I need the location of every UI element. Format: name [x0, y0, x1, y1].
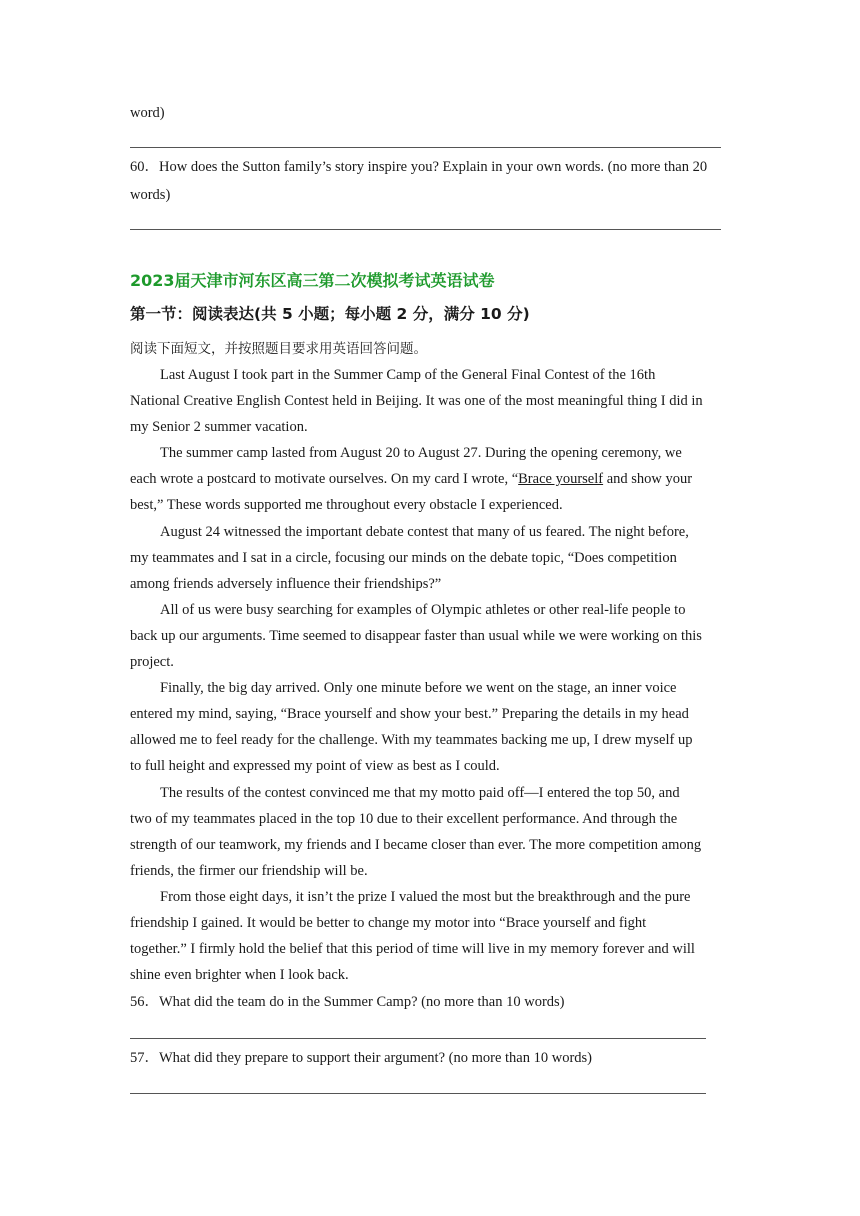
underlined-phrase: Brace yourself: [518, 471, 604, 488]
passage-line: two of my teammates placed in the top 10 due to their excellent performance. And through the: [130, 810, 678, 827]
passage-line: August 24 witnessed the important debate contest that many of us feared. The night before,: [160, 523, 689, 540]
passage-line: From those eight days, it isn’t the prize I valued the most but the breakthrough and the pure: [160, 888, 691, 905]
answer-line[interactable]: [130, 147, 721, 148]
question-60-line1: 60．How does the Sutton family’s story inspire you? Explain in your own words. (no more than 20: [130, 159, 708, 175]
passage-line: each wrote a postcard to motivate ourselves. On my card I wrote, “Brace yourself and show your: [130, 471, 693, 488]
passage-line: back up our arguments. Time seemed to disappear faster than usual while we were working on this: [130, 627, 702, 644]
passage-line: Last August I took part in the Summer Camp of the General Final Contest of the 16th: [160, 367, 656, 383]
passage-line: among friends adversely influence their friendships?”: [130, 575, 442, 592]
passage-line: allowed me to feel ready for the challenge. With my teammates backing me up, I drew myself up: [130, 732, 693, 749]
question-56: 56．What did the team do in the Summer Camp? (no more than 10 words): [130, 994, 565, 1010]
answer-line[interactable]: [130, 1093, 706, 1094]
passage-line: strength of our teamwork, my friends and I became closer than ever. The more competition among: [130, 836, 702, 853]
instructions: 阅读下面短文，并按照题目要求用英语回答问题。: [130, 341, 427, 357]
passage: [130, 362, 730, 988]
passage-line: my Senior 2 summer vacation.: [130, 419, 308, 436]
passage-line: my teammates and I sat in a circle, focusing our minds on the debate topic, “Does competition: [130, 549, 677, 566]
exam-title: 2023届天津市河东区高三第二次模拟考试英语试卷: [130, 271, 495, 290]
passage-line: together.” I firmly hold the belief that this period of time will live in my memory forever and will: [130, 941, 695, 958]
passage-line: All of us were busy searching for examples of Olympic athletes or other real-life people to: [160, 601, 686, 618]
passage-line: entered my mind, saying, “Brace yourself and show your best.” Preparing the details in my head: [130, 706, 689, 723]
passage-line: to full height and expressed my point of view as best as I could.: [130, 758, 500, 775]
passage-line: Finally, the big day arrived. Only one minute before we went on the stage, an inner voice: [160, 680, 677, 697]
passage-line: The results of the contest convinced me that my motto paid off—I entered the top 50, and: [160, 784, 680, 801]
section-heading: 第一节：阅读表达(共 5 小题；每小题 2 分，满分 10 分): [130, 305, 530, 323]
passage-line: friends, the firmer our friendship will be.: [130, 862, 368, 879]
passage-line: shine even brighter when I look back.: [130, 967, 349, 984]
passage-line: best,” These words supported me throughout every obstacle I experienced.: [130, 497, 563, 514]
passage-line: National Creative English Contest held in Beijing. It was one of the most meaningful thing I did in: [130, 393, 703, 410]
passage-line: The summer camp lasted from August 20 to August 27. During the opening ceremony, we: [160, 445, 682, 462]
answer-line[interactable]: [130, 1038, 706, 1039]
prev-question-tail: word): [130, 105, 165, 121]
answer-line[interactable]: [130, 229, 721, 230]
question-60-line2: words): [130, 187, 171, 203]
question-57: 57．What did they prepare to support their argument? (no more than 10 words): [130, 1050, 592, 1066]
passage-line: friendship I gained. It would be better to change my motor into “Brace yourself and fight: [130, 914, 647, 931]
passage-line: project.: [130, 654, 174, 671]
